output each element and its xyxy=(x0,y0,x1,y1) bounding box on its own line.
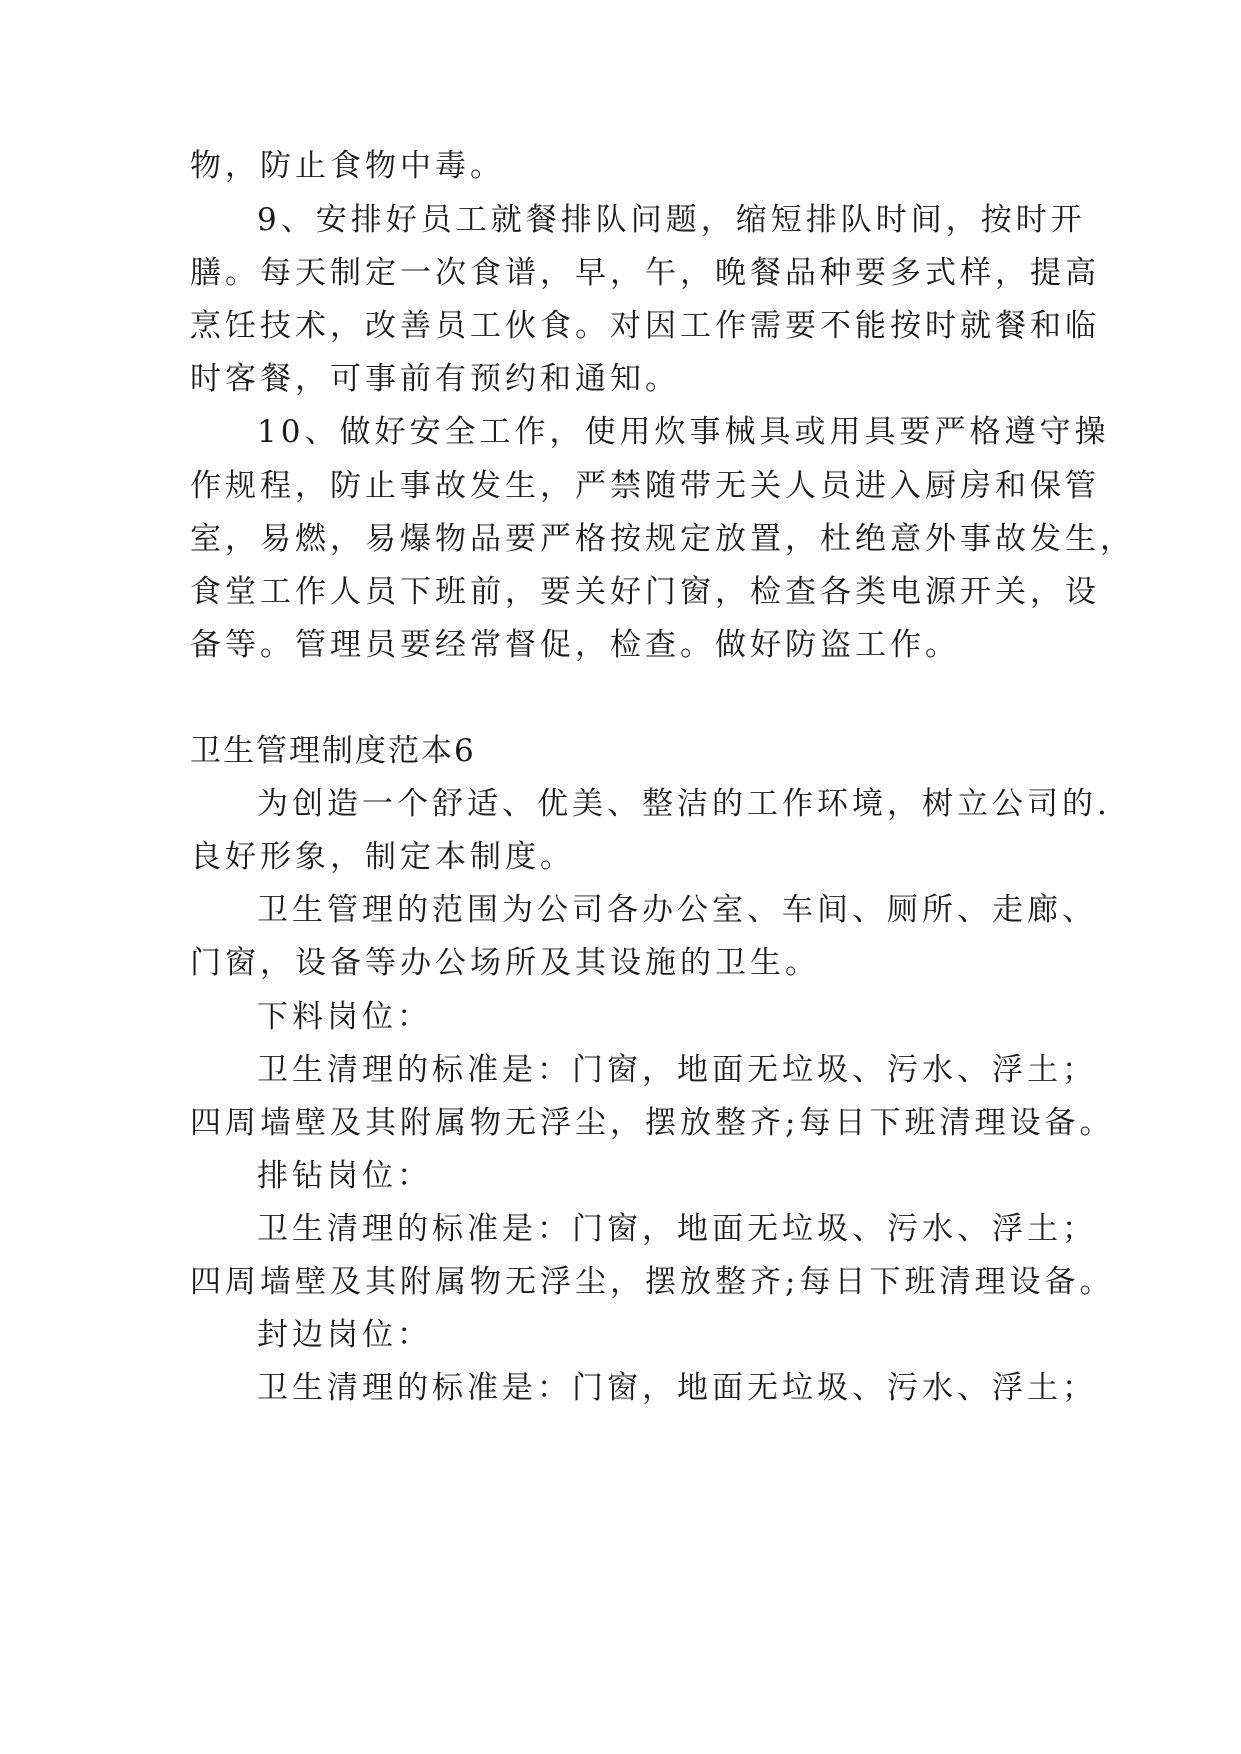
paragraph-line: 门窗，设备等办公场所及其设施的卫生。 xyxy=(190,945,820,981)
paragraph-line: 四周墙壁及其附属物无浮尘，摆放整齐;每日下班清理设备。 xyxy=(190,1105,1115,1141)
paragraph-line: 四周墙壁及其附属物无浮尘，摆放整齐;每日下班清理设备。 xyxy=(190,1264,1115,1300)
section-heading: 卫生管理制度范本6 xyxy=(190,733,476,769)
paragraph-line: 作规程，防止事故发生，严禁随带无关人员进入厨房和保管 xyxy=(190,468,1100,504)
paragraph-line: 室，易燃，易爆物品要严格按规定放置，杜绝意外事故发生， xyxy=(190,521,1135,557)
paragraph-line: 卫生清理的标准是：门窗，地面无垃圾、污水、浮土； xyxy=(257,1052,1097,1088)
paragraph-line: 10、做好安全工作，使用炊事械具或用具要严格遵守操 xyxy=(257,414,1110,450)
paragraph-line: 卫生管理的范围为公司各办公室、车间、厕所、走廊、 xyxy=(257,892,1097,928)
paragraph-line: 物，防止食物中毒。 xyxy=(190,148,505,184)
paragraph-line: 膳。每天制定一次食谱，早，午，晚餐品种要多式样，提高 xyxy=(190,255,1100,291)
paragraph-line: 时客餐，可事前有预约和通知。 xyxy=(190,361,680,397)
paragraph-line: 9、安排好员工就餐排队问题，缩短排队时间，按时开 xyxy=(257,202,1086,238)
paragraph-line: 为创造一个舒适、优美、整洁的工作环境，树立公司的. xyxy=(257,786,1111,822)
post-label: 下料岗位： xyxy=(257,999,432,1035)
post-label: 封边岗位： xyxy=(257,1317,432,1353)
paragraph-line: 备等。管理员要经常督促，检查。做好防盗工作。 xyxy=(190,627,960,663)
paragraph-line: 卫生清理的标准是：门窗，地面无垃圾、污水、浮土； xyxy=(257,1211,1097,1247)
paragraph-line: 烹饪技术，改善员工伙食。对因工作需要不能按时就餐和临 xyxy=(190,308,1100,344)
paragraph-line: 良好形象，制定本制度。 xyxy=(190,839,575,875)
paragraph-line: 卫生清理的标准是：门窗，地面无垃圾、污水、浮土； xyxy=(257,1370,1097,1406)
post-label: 排钻岗位： xyxy=(257,1158,432,1194)
paragraph-line: 食堂工作人员下班前，要关好门窗，检查各类电源开关，设 xyxy=(190,574,1100,610)
